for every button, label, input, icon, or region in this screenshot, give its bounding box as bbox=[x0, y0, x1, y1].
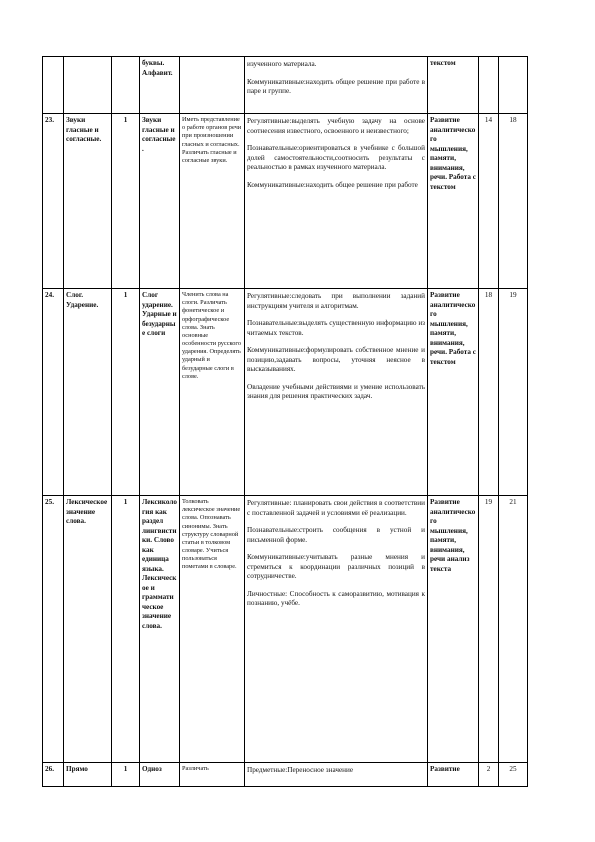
lesson-index: 21 bbox=[499, 496, 528, 763]
uud-paragraph: Личностные: Способность к саморазвитию, мотивация к познанию, учёбе. bbox=[247, 589, 425, 607]
content-elements: Однoз bbox=[140, 763, 180, 787]
lesson-topic bbox=[64, 57, 112, 114]
lesson-topic: Звуки гласные и согласные. bbox=[64, 114, 112, 289]
requirements: Иметь представление о работе органов речи при произношении гласных и согласных. Различать гласные и согласные звуки. bbox=[180, 114, 245, 289]
uud-paragraph: Регулятивные:выделять учебную задачу на основе соотнесения известного, освоенного и неизвестного; bbox=[247, 117, 425, 135]
table-row bbox=[43, 114, 528, 289]
uud-paragraph: Овладение учебными действиями и умение использовать знания для решения практических задач. bbox=[247, 382, 425, 400]
uud-paragraph: Регулятивные:следовать при выполнении заданий инструкциям учителя и алгоритмам. bbox=[247, 292, 425, 310]
uud-paragraph: Предметные:Переносное значение bbox=[247, 766, 354, 774]
content-elements: буквы. Алфавит. bbox=[140, 57, 180, 114]
learning-activities bbox=[245, 763, 428, 787]
content-elements: Слог ударение. Ударные и безударные слоги bbox=[140, 289, 180, 496]
lesson-hours: 1 bbox=[112, 496, 140, 763]
requirements: Толковать лексическое значение слова. Опознавать синонимы. Знать структуру словарной статьи в толковом словаре. Учиться пользоваться пометами в словаре. bbox=[180, 496, 245, 763]
uud-paragraph: Коммуникативные:находить общее решение при работе в паре и группе. bbox=[247, 77, 425, 95]
week-number: 14 bbox=[479, 114, 499, 289]
uud-paragraph: Познавательные:выделять существенную информацию из читаемых текстов. bbox=[247, 319, 425, 337]
lesson-topic: Прямо bbox=[64, 763, 112, 787]
development-goals: Развитие bbox=[428, 763, 479, 787]
week-number: 18 bbox=[479, 289, 499, 496]
lesson-index: 25 bbox=[499, 763, 528, 787]
lesson-plan-table bbox=[42, 56, 528, 787]
table-row bbox=[43, 289, 528, 496]
lesson-hours bbox=[112, 57, 140, 114]
uud-paragraph: Коммуникативные:формулировать собственное мнение и позицию,задавать вопросы, уточняя неясное в высказываниях. bbox=[247, 346, 425, 373]
lesson-index bbox=[499, 57, 528, 114]
uud-paragraph: Коммуникативные:находить общее решение при работе bbox=[247, 180, 418, 189]
learning-activities bbox=[245, 114, 428, 289]
lesson-number bbox=[43, 57, 64, 114]
table-row bbox=[43, 57, 528, 114]
lesson-topic: Слог. Ударение. bbox=[64, 289, 112, 496]
uud-paragraph: Коммуникативные:учитывать разные мнения и стремиться к координации различных позиций в сотрудничестве. bbox=[247, 553, 425, 580]
requirements bbox=[180, 57, 245, 114]
lesson-number: 25. bbox=[43, 496, 64, 763]
development-goals: Развитие аналитического мышления, памяти, внимания, речи. Работа с текстом bbox=[428, 114, 479, 289]
uud-paragraph: Познавательные:ориентироваться в учебнике с большой долей самостоятельности,соотносить результаты с реальностью в рамках изученного материала. bbox=[247, 144, 425, 171]
week-number: 19 bbox=[479, 496, 499, 763]
content-elements: Звуки гласные и согласные. bbox=[140, 114, 180, 289]
lesson-hours: 1 bbox=[112, 763, 140, 787]
development-goals: текстом bbox=[428, 57, 479, 114]
learning-activities bbox=[245, 289, 428, 496]
requirements: Членить слова на слоги. Различать фонетическое и орфографическое слова. Знать основные особенности русского ударения. Определять ударный и безударные слоги в слове. bbox=[180, 289, 245, 496]
week-number bbox=[479, 57, 499, 114]
lesson-index: 18 bbox=[499, 114, 528, 289]
table-row bbox=[43, 496, 528, 763]
uud-paragraph: Регулятивные: планировать свои действия в соответствии с поставленной задачей и условиями её реализации. bbox=[247, 499, 425, 517]
week-number: 2 bbox=[479, 763, 499, 787]
lesson-number: 24. bbox=[43, 289, 64, 496]
lesson-hours: 1 bbox=[112, 114, 140, 289]
development-goals: Развитие аналитического мышления, памяти, внимания, речи. Работа с текстом bbox=[428, 289, 479, 496]
learning-activities bbox=[245, 57, 428, 114]
learning-activities bbox=[245, 496, 428, 763]
development-goals: Развитие аналитического мышления, памяти, внимания, речи анализ текста bbox=[428, 496, 479, 763]
lesson-number: 23. bbox=[43, 114, 64, 289]
lesson-index: 19 bbox=[499, 289, 528, 496]
requirements: Различать bbox=[180, 763, 245, 787]
uud-paragraph: Познавательные:строить сообщения в устной и письменной форме. bbox=[247, 526, 425, 544]
lesson-hours: 1 bbox=[112, 289, 140, 496]
table-row bbox=[43, 763, 528, 787]
lesson-topic: Лексическое значение слова. bbox=[64, 496, 112, 763]
uud-paragraph: изученного материала. bbox=[247, 60, 317, 68]
content-elements: Лексикология как раздел лингвистики. Слово как единица языка. Лексическое и грамматическое значение слова. bbox=[140, 496, 180, 763]
lesson-number: 26. bbox=[43, 763, 64, 787]
